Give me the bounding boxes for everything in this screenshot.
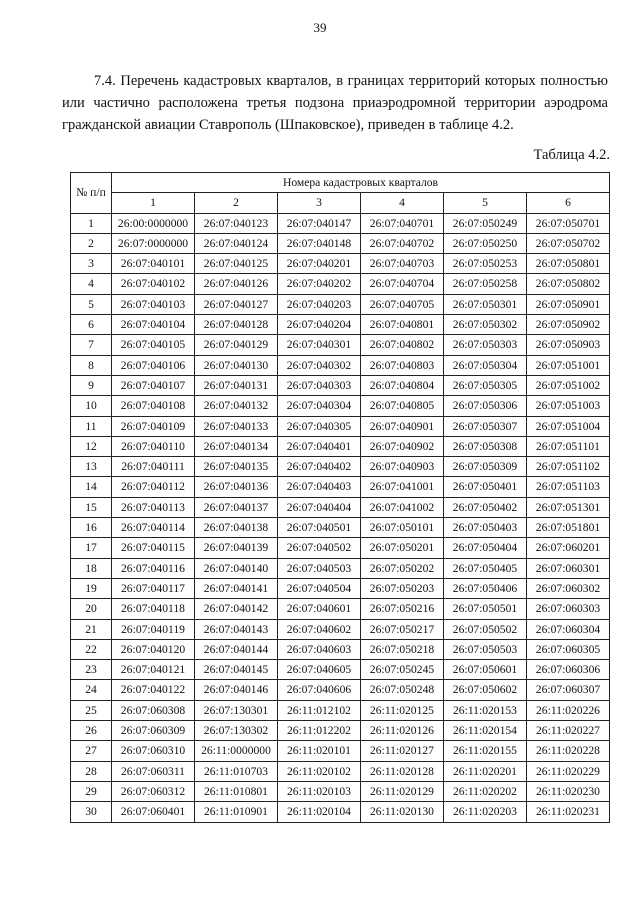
table-body bbox=[71, 213, 610, 822]
row-number-cell: 14 bbox=[71, 477, 112, 497]
cadastral-number-cell: 26:07:040802 bbox=[361, 335, 444, 355]
cadastral-number-cell: 26:07:040126 bbox=[195, 274, 278, 294]
cadastral-number-cell: 26:07:040502 bbox=[278, 538, 361, 558]
cadastral-number-cell: 26:07:040132 bbox=[195, 396, 278, 416]
cadastral-number-cell: 26:07:040134 bbox=[195, 436, 278, 456]
cadastral-number-cell: 26:07:050901 bbox=[527, 294, 610, 314]
cadastral-number-cell: 26:07:050403 bbox=[444, 518, 527, 538]
cadastral-number-cell: 26:07:050308 bbox=[444, 436, 527, 456]
cadastral-number-cell: 26:11:020101 bbox=[278, 741, 361, 761]
table-row bbox=[71, 578, 610, 598]
cadastral-number-cell: 26:11:020153 bbox=[444, 700, 527, 720]
cadastral-number-cell: 26:07:050302 bbox=[444, 315, 527, 335]
row-number-cell: 17 bbox=[71, 538, 112, 558]
paragraph-7-4: 7.4. Перечень кадастровых кварталов, в границах территорий которых полностью или частично расположена третья подзона приаэродромной территории аэродрома гражданской авиации Ставрополь (Шпаковское), приведен в таблице 4.2. bbox=[62, 73, 608, 133]
cadastral-number-cell: 26:07:040109 bbox=[112, 416, 195, 436]
cadastral-number-cell: 26:07:040123 bbox=[195, 213, 278, 233]
cadastral-number-cell: 26:07:040131 bbox=[195, 375, 278, 395]
cadastral-number-cell: 26:11:020103 bbox=[278, 781, 361, 801]
table-row bbox=[71, 396, 610, 416]
cadastral-number-cell: 26:11:020126 bbox=[361, 721, 444, 741]
cadastral-number-cell: 26:07:050218 bbox=[361, 639, 444, 659]
cadastral-number-cell: 26:07:040114 bbox=[112, 518, 195, 538]
cadastral-number-cell: 26:07:040304 bbox=[278, 396, 361, 416]
cadastral-number-cell: 26:07:040120 bbox=[112, 639, 195, 659]
cadastral-number-cell: 26:11:020229 bbox=[527, 761, 610, 781]
cadastral-number-cell: 26:07:040117 bbox=[112, 578, 195, 598]
cadastral-number-cell: 26:07:040137 bbox=[195, 497, 278, 517]
cadastral-number-cell: 26:07:050501 bbox=[444, 599, 527, 619]
cadastral-number-cell: 26:07:040128 bbox=[195, 315, 278, 335]
cadastral-number-cell: 26:07:040115 bbox=[112, 538, 195, 558]
cadastral-number-cell: 26:07:050902 bbox=[527, 315, 610, 335]
cadastral-number-cell: 26:07:060303 bbox=[527, 599, 610, 619]
cadastral-number-cell: 26:11:020231 bbox=[527, 802, 610, 822]
row-number-cell: 27 bbox=[71, 741, 112, 761]
cadastral-number-cell: 26:07:040118 bbox=[112, 599, 195, 619]
cadastral-number-cell: 26:07:040204 bbox=[278, 315, 361, 335]
column-number-header: 4 bbox=[361, 193, 444, 213]
cadastral-number-cell: 26:07:040105 bbox=[112, 335, 195, 355]
cadastral-number-cell: 26:07:051101 bbox=[527, 436, 610, 456]
cadastral-number-cell: 26:07:040503 bbox=[278, 558, 361, 578]
row-number-cell: 1 bbox=[71, 213, 112, 233]
cadastral-number-cell: 26:11:020227 bbox=[527, 721, 610, 741]
row-number-cell: 8 bbox=[71, 355, 112, 375]
cadastral-number-cell: 26:07:040305 bbox=[278, 416, 361, 436]
cadastral-number-cell: 26:07:050701 bbox=[527, 213, 610, 233]
cadastral-number-cell: 26:07:040403 bbox=[278, 477, 361, 497]
cadastral-number-cell: 26:07:040603 bbox=[278, 639, 361, 659]
table-row bbox=[71, 761, 610, 781]
table-row bbox=[71, 660, 610, 680]
cadastral-number-cell: 26:07:040119 bbox=[112, 619, 195, 639]
cadastral-number-cell: 26:07:040606 bbox=[278, 680, 361, 700]
row-number-cell: 24 bbox=[71, 680, 112, 700]
cadastral-number-cell: 26:07:051003 bbox=[527, 396, 610, 416]
row-number-cell: 29 bbox=[71, 781, 112, 801]
cadastral-number-cell: 26:07:060311 bbox=[112, 761, 195, 781]
cadastral-number-cell: 26:07:050216 bbox=[361, 599, 444, 619]
cadastral-number-cell: 26:07:040111 bbox=[112, 457, 195, 477]
cadastral-number-cell: 26:07:050217 bbox=[361, 619, 444, 639]
cadastral-number-cell: 26:07:060308 bbox=[112, 700, 195, 720]
column-number-header: 5 bbox=[444, 193, 527, 213]
column-number-row bbox=[71, 193, 610, 213]
table-row bbox=[71, 254, 610, 274]
table-row bbox=[71, 558, 610, 578]
row-number-cell: 19 bbox=[71, 578, 112, 598]
cadastral-table bbox=[70, 172, 610, 823]
row-number-cell: 20 bbox=[71, 599, 112, 619]
cadastral-number-cell: 26:11:020203 bbox=[444, 802, 527, 822]
cadastral-number-cell: 26:07:050248 bbox=[361, 680, 444, 700]
cadastral-number-cell: 26:07:040401 bbox=[278, 436, 361, 456]
row-number-cell: 13 bbox=[71, 457, 112, 477]
cadastral-number-cell: 26:07:040104 bbox=[112, 315, 195, 335]
cadastral-number-cell: 26:07:050503 bbox=[444, 639, 527, 659]
cadastral-number-cell: 26:07:041002 bbox=[361, 497, 444, 517]
cadastral-number-cell: 26:11:020226 bbox=[527, 700, 610, 720]
cadastral-number-cell: 26:07:040404 bbox=[278, 497, 361, 517]
cadastral-number-cell: 26:07:050250 bbox=[444, 233, 527, 253]
table-row bbox=[71, 700, 610, 720]
cadastral-number-cell: 26:07:040142 bbox=[195, 599, 278, 619]
cadastral-number-cell: 26:07:040602 bbox=[278, 619, 361, 639]
cadastral-number-cell: 26:07:040103 bbox=[112, 294, 195, 314]
cadastral-number-cell: 26:07:040143 bbox=[195, 619, 278, 639]
cadastral-number-cell: 26:07:040144 bbox=[195, 639, 278, 659]
table-row bbox=[71, 599, 610, 619]
row-number-cell: 6 bbox=[71, 315, 112, 335]
cadastral-number-cell: 26:07:040140 bbox=[195, 558, 278, 578]
table-row bbox=[71, 335, 610, 355]
cadastral-number-cell: 26:07:040202 bbox=[278, 274, 361, 294]
cadastral-number-cell: 26:11:020128 bbox=[361, 761, 444, 781]
cadastral-number-cell: 26:07:040138 bbox=[195, 518, 278, 538]
table-row bbox=[71, 355, 610, 375]
cadastral-number-cell: 26:07:130302 bbox=[195, 721, 278, 741]
cadastral-number-cell: 26:07:040146 bbox=[195, 680, 278, 700]
cadastral-number-cell: 26:07:050249 bbox=[444, 213, 527, 233]
cadastral-number-cell: 26:07:040504 bbox=[278, 578, 361, 598]
cadastral-number-cell: 26:07:050307 bbox=[444, 416, 527, 436]
cadastral-number-cell: 26:07:041001 bbox=[361, 477, 444, 497]
cadastral-number-cell: 26:07:040303 bbox=[278, 375, 361, 395]
cadastral-number-cell: 26:07:050401 bbox=[444, 477, 527, 497]
column-number-header: 1 bbox=[112, 193, 195, 213]
cadastral-number-cell: 26:07:040701 bbox=[361, 213, 444, 233]
row-number-cell: 15 bbox=[71, 497, 112, 517]
cadastral-number-cell: 26:07:040201 bbox=[278, 254, 361, 274]
cadastral-number-cell: 26:07:040501 bbox=[278, 518, 361, 538]
cadastral-number-cell: 26:07:051001 bbox=[527, 355, 610, 375]
cadastral-number-cell: 26:07:040302 bbox=[278, 355, 361, 375]
cadastral-number-cell: 26:07:040301 bbox=[278, 335, 361, 355]
cadastral-number-cell: 26:07:040803 bbox=[361, 355, 444, 375]
column-number-header: 3 bbox=[278, 193, 361, 213]
cadastral-number-cell: 26:07:040804 bbox=[361, 375, 444, 395]
row-number-cell: 12 bbox=[71, 436, 112, 456]
cadastral-number-cell: 26:07:050801 bbox=[527, 254, 610, 274]
cadastral-number-cell: 26:11:020125 bbox=[361, 700, 444, 720]
cadastral-number-cell: 26:07:040139 bbox=[195, 538, 278, 558]
cadastral-number-cell: 26:07:050301 bbox=[444, 294, 527, 314]
table-caption: Таблица 4.2. bbox=[533, 147, 610, 163]
cadastral-number-cell: 26:11:020129 bbox=[361, 781, 444, 801]
cadastral-number-cell: 26:07:060302 bbox=[527, 578, 610, 598]
cadastral-number-cell: 26:07:040112 bbox=[112, 477, 195, 497]
cadastral-number-cell: 26:07:050203 bbox=[361, 578, 444, 598]
table-row bbox=[71, 375, 610, 395]
cadastral-number-cell: 26:07:050402 bbox=[444, 497, 527, 517]
table-row bbox=[71, 416, 610, 436]
cadastral-number-cell: 26:07:050404 bbox=[444, 538, 527, 558]
cadastral-number-cell: 26:07:050253 bbox=[444, 254, 527, 274]
cadastral-number-cell: 26:07:050502 bbox=[444, 619, 527, 639]
cadastral-number-cell: 26:07:050602 bbox=[444, 680, 527, 700]
cadastral-number-cell: 26:11:012202 bbox=[278, 721, 361, 741]
cadastral-number-cell: 26:07:040148 bbox=[278, 233, 361, 253]
cadastral-number-cell: 26:07:040108 bbox=[112, 396, 195, 416]
cadastral-number-cell: 26:07:040402 bbox=[278, 457, 361, 477]
cadastral-number-cell: 26:07:050303 bbox=[444, 335, 527, 355]
row-number-cell: 5 bbox=[71, 294, 112, 314]
cadastral-number-cell: 26:07:060304 bbox=[527, 619, 610, 639]
cadastral-number-cell: 26:07:051103 bbox=[527, 477, 610, 497]
cadastral-number-cell: 26:11:020104 bbox=[278, 802, 361, 822]
cadastral-number-cell: 26:07:040135 bbox=[195, 457, 278, 477]
cadastral-number-cell: 26:07:051102 bbox=[527, 457, 610, 477]
cadastral-number-cell: 26:11:020228 bbox=[527, 741, 610, 761]
cadastral-number-cell: 26:07:040147 bbox=[278, 213, 361, 233]
cadastral-number-cell: 26:07:050201 bbox=[361, 538, 444, 558]
table-row bbox=[71, 274, 610, 294]
table-row bbox=[71, 741, 610, 761]
cadastral-number-cell: 26:07:060310 bbox=[112, 741, 195, 761]
cadastral-number-cell: 26:11:010801 bbox=[195, 781, 278, 801]
cadastral-number-cell: 26:11:020155 bbox=[444, 741, 527, 761]
row-number-cell: 18 bbox=[71, 558, 112, 578]
cadastral-number-cell: 26:07:0000000 bbox=[112, 233, 195, 253]
cadastral-number-cell: 26:07:040703 bbox=[361, 254, 444, 274]
cadastral-number-cell: 26:07:040203 bbox=[278, 294, 361, 314]
cadastral-number-cell: 26:07:040101 bbox=[112, 254, 195, 274]
cadastral-number-cell: 26:07:051801 bbox=[527, 518, 610, 538]
row-number-cell: 2 bbox=[71, 233, 112, 253]
cadastral-number-cell: 26:07:040133 bbox=[195, 416, 278, 436]
cadastral-number-cell: 26:07:051002 bbox=[527, 375, 610, 395]
cadastral-number-cell: 26:07:040705 bbox=[361, 294, 444, 314]
table-row bbox=[71, 518, 610, 538]
cadastral-number-cell: 26:07:060401 bbox=[112, 802, 195, 822]
row-number-cell: 30 bbox=[71, 802, 112, 822]
table-row bbox=[71, 233, 610, 253]
cadastral-number-cell: 26:07:050101 bbox=[361, 518, 444, 538]
cadastral-number-cell: 26:07:050304 bbox=[444, 355, 527, 375]
cadastral-number-cell: 26:07:050202 bbox=[361, 558, 444, 578]
cadastral-number-cell: 26:11:010901 bbox=[195, 802, 278, 822]
row-number-cell: 25 bbox=[71, 700, 112, 720]
cadastral-number-cell: 26:07:060301 bbox=[527, 558, 610, 578]
cadastral-number-cell: 26:07:040125 bbox=[195, 254, 278, 274]
table-row bbox=[71, 619, 610, 639]
cadastral-number-cell: 26:07:040601 bbox=[278, 599, 361, 619]
cadastral-number-cell: 26:07:040805 bbox=[361, 396, 444, 416]
cadastral-number-cell: 26:07:040145 bbox=[195, 660, 278, 680]
cadastral-number-cell: 26:07:050245 bbox=[361, 660, 444, 680]
cadastral-number-cell: 26:07:051004 bbox=[527, 416, 610, 436]
row-number-cell: 7 bbox=[71, 335, 112, 355]
table-row bbox=[71, 802, 610, 822]
row-number-cell: 23 bbox=[71, 660, 112, 680]
cadastral-number-cell: 26:11:010703 bbox=[195, 761, 278, 781]
cadastral-number-cell: 26:00:0000000 bbox=[112, 213, 195, 233]
cadastral-number-cell: 26:07:060312 bbox=[112, 781, 195, 801]
cadastral-number-cell: 26:07:040121 bbox=[112, 660, 195, 680]
cadastral-number-cell: 26:07:130301 bbox=[195, 700, 278, 720]
cadastral-number-cell: 26:07:051301 bbox=[527, 497, 610, 517]
cadastral-number-cell: 26:11:020127 bbox=[361, 741, 444, 761]
cadastral-number-cell: 26:07:040801 bbox=[361, 315, 444, 335]
cadastral-number-cell: 26:11:012102 bbox=[278, 700, 361, 720]
row-number-cell: 4 bbox=[71, 274, 112, 294]
cadastral-number-cell: 26:07:040116 bbox=[112, 558, 195, 578]
table-row bbox=[71, 477, 610, 497]
cadastral-number-cell: 26:07:050802 bbox=[527, 274, 610, 294]
cadastral-number-cell: 26:11:020130 bbox=[361, 802, 444, 822]
row-number-cell: 21 bbox=[71, 619, 112, 639]
cadastral-number-cell: 26:07:060201 bbox=[527, 538, 610, 558]
table-row bbox=[71, 680, 610, 700]
cadastral-number-cell: 26:11:020230 bbox=[527, 781, 610, 801]
table-row bbox=[71, 457, 610, 477]
cadastral-number-cell: 26:11:020102 bbox=[278, 761, 361, 781]
cadastral-number-cell: 26:07:060306 bbox=[527, 660, 610, 680]
row-number-cell: 28 bbox=[71, 761, 112, 781]
cadastral-number-cell: 26:07:050305 bbox=[444, 375, 527, 395]
table-row bbox=[71, 213, 610, 233]
cadastral-number-cell: 26:07:050406 bbox=[444, 578, 527, 598]
cadastral-number-cell: 26:07:040901 bbox=[361, 416, 444, 436]
cadastral-number-cell: 26:07:040902 bbox=[361, 436, 444, 456]
table-row bbox=[71, 436, 610, 456]
table-row bbox=[71, 721, 610, 741]
cadastral-number-cell: 26:07:050306 bbox=[444, 396, 527, 416]
row-number-cell: 26 bbox=[71, 721, 112, 741]
cadastral-number-cell: 26:07:040130 bbox=[195, 355, 278, 375]
cadastral-number-cell: 26:07:050903 bbox=[527, 335, 610, 355]
cadastral-number-cell: 26:07:050702 bbox=[527, 233, 610, 253]
cadastral-number-cell: 26:07:040110 bbox=[112, 436, 195, 456]
cadastral-number-cell: 26:07:040704 bbox=[361, 274, 444, 294]
cadastral-number-cell: 26:07:040605 bbox=[278, 660, 361, 680]
cadastral-number-cell: 26:07:040124 bbox=[195, 233, 278, 253]
table-row bbox=[71, 315, 610, 335]
page-number: 39 bbox=[313, 20, 327, 35]
group-header: Номера кадастровых кварталов bbox=[112, 173, 610, 193]
cadastral-number-cell: 26:07:040113 bbox=[112, 497, 195, 517]
cadastral-number-cell: 26:07:050258 bbox=[444, 274, 527, 294]
column-number-header: 6 bbox=[527, 193, 610, 213]
cadastral-number-cell: 26:11:020201 bbox=[444, 761, 527, 781]
column-number-header: 2 bbox=[195, 193, 278, 213]
cadastral-number-cell: 26:07:060305 bbox=[527, 639, 610, 659]
row-number-cell: 16 bbox=[71, 518, 112, 538]
cadastral-number-cell: 26:07:040102 bbox=[112, 274, 195, 294]
cadastral-number-cell: 26:07:050309 bbox=[444, 457, 527, 477]
cadastral-number-cell: 26:07:050405 bbox=[444, 558, 527, 578]
row-number-cell: 11 bbox=[71, 416, 112, 436]
table-row bbox=[71, 639, 610, 659]
cadastral-number-cell: 26:07:040702 bbox=[361, 233, 444, 253]
cadastral-number-cell: 26:07:060309 bbox=[112, 721, 195, 741]
cadastral-number-cell: 26:07:040107 bbox=[112, 375, 195, 395]
cadastral-number-cell: 26:11:020202 bbox=[444, 781, 527, 801]
table-row bbox=[71, 781, 610, 801]
cadastral-number-cell: 26:07:040141 bbox=[195, 578, 278, 598]
cadastral-number-cell: 26:11:0000000 bbox=[195, 741, 278, 761]
cadastral-number-cell: 26:07:040129 bbox=[195, 335, 278, 355]
num-header: № п/п bbox=[71, 173, 112, 214]
row-number-cell: 3 bbox=[71, 254, 112, 274]
row-number-cell: 10 bbox=[71, 396, 112, 416]
table-row bbox=[71, 538, 610, 558]
cadastral-number-cell: 26:07:060307 bbox=[527, 680, 610, 700]
cadastral-number-cell: 26:07:040136 bbox=[195, 477, 278, 497]
row-number-cell: 22 bbox=[71, 639, 112, 659]
cadastral-number-cell: 26:07:040903 bbox=[361, 457, 444, 477]
cadastral-number-cell: 26:07:040122 bbox=[112, 680, 195, 700]
table-row bbox=[71, 497, 610, 517]
cadastral-number-cell: 26:07:040106 bbox=[112, 355, 195, 375]
cadastral-number-cell: 26:07:040127 bbox=[195, 294, 278, 314]
table-row bbox=[71, 294, 610, 314]
cadastral-number-cell: 26:11:020154 bbox=[444, 721, 527, 741]
cadastral-number-cell: 26:07:050601 bbox=[444, 660, 527, 680]
row-number-cell: 9 bbox=[71, 375, 112, 395]
